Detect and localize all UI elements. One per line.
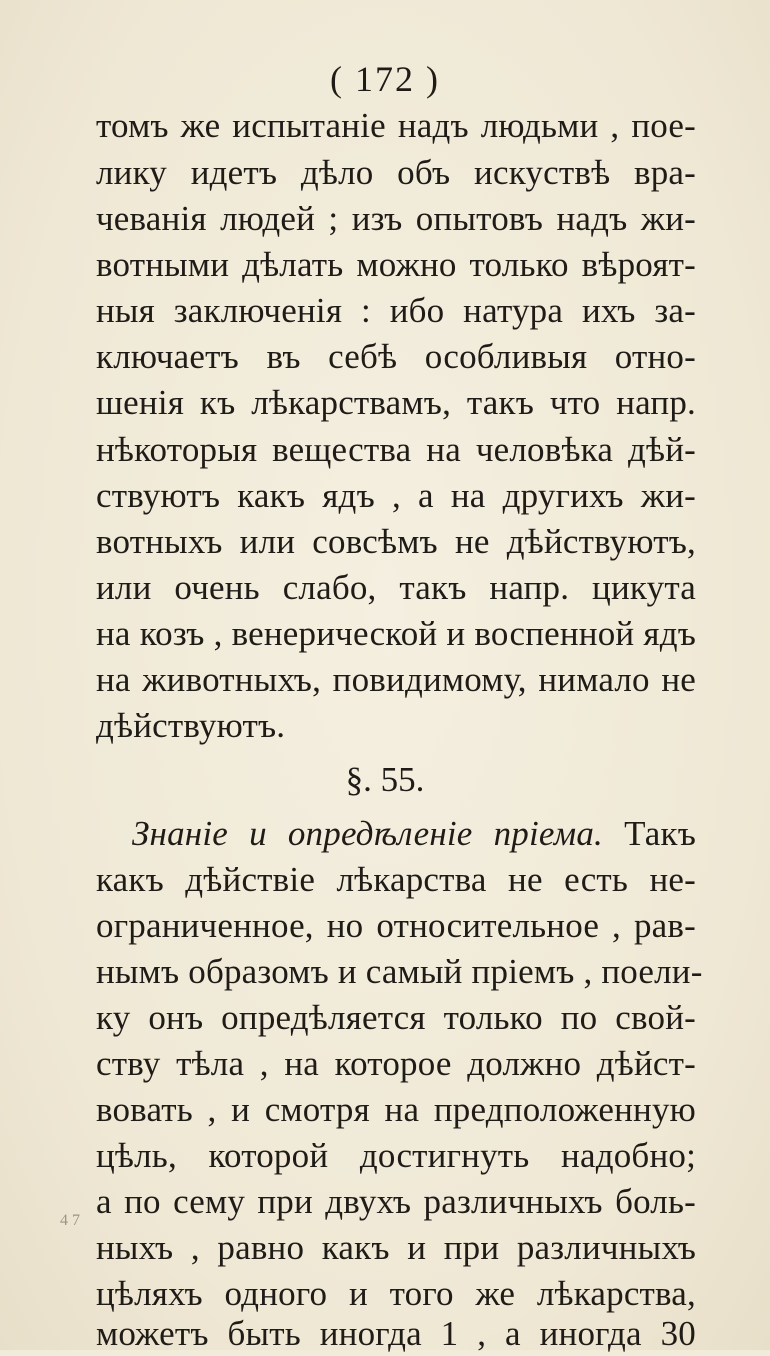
text-line: вотными дѣлать можно только вѣроят- [96,245,696,284]
text-line: вотныхъ или совсѣмъ не дѣйствуютъ, [96,522,696,561]
text-line: ствуютъ какъ ядъ , а на другихъ жи- [96,476,696,515]
text-line: цѣль, которой достигнуть надобно; [96,1136,696,1175]
text-line: на козъ , венерической и воспенной ядъ [96,614,696,653]
text-line: какъ дѣйствiе лѣкарства не есть не- [96,860,696,899]
text-line: томъ же испытанiе надъ людьми , пое- [96,106,696,145]
text-line: ограниченное, но относительное , рав- [96,906,696,945]
page-number: ( 172 ) [330,59,440,99]
text-line: можетъ быть иногда 1 , а иногда 30 [96,1314,696,1353]
section-heading: §. 55. [345,760,425,799]
text-line: чеванiя людей ; изъ опытовъ надъ жи- [96,199,696,238]
first-line-rest: Такъ [624,814,697,853]
text-line: ству тѣла , на которое должно дѣйст- [96,1044,696,1083]
text-line: вовать , и смотря на предположенную [96,1090,696,1129]
italic-lead: Знанiе и опредѣленiе прiема. [132,814,603,853]
text-line: на животныхъ, повидимому, нимало не [96,660,696,699]
text-line-first [132,812,696,856]
text-line: ключаетъ въ себѣ особливыя отно- [96,337,696,376]
text-line: а по сему при двухъ различныхъ боль- [96,1182,696,1221]
text-line: или очень слабо, такъ напр. цикута [96,568,696,607]
text-line: ныхъ , равно какъ и при различныхъ [96,1228,696,1267]
marginal-mark: 4 7 [60,1212,80,1229]
text-line: ку онъ опредѣляется только по свой- [96,998,696,1037]
text-line: нѣкоторыя вещества на человѣка дѣй- [96,430,696,469]
text-line: ныя заключенiя : ибо натура ихъ за- [96,291,696,330]
text-line: шенiя къ лѣкарствамъ, такъ что напр. [96,383,696,422]
text-line: цѣляхъ одного и того же лѣкарства, [96,1274,696,1313]
text-line: лику идетъ дѣло объ искуствѣ вра- [96,153,696,192]
text-line: дѣйствуютъ. [96,706,286,745]
text-line: нымъ образомъ и самый прiемъ , поели- [96,952,703,991]
